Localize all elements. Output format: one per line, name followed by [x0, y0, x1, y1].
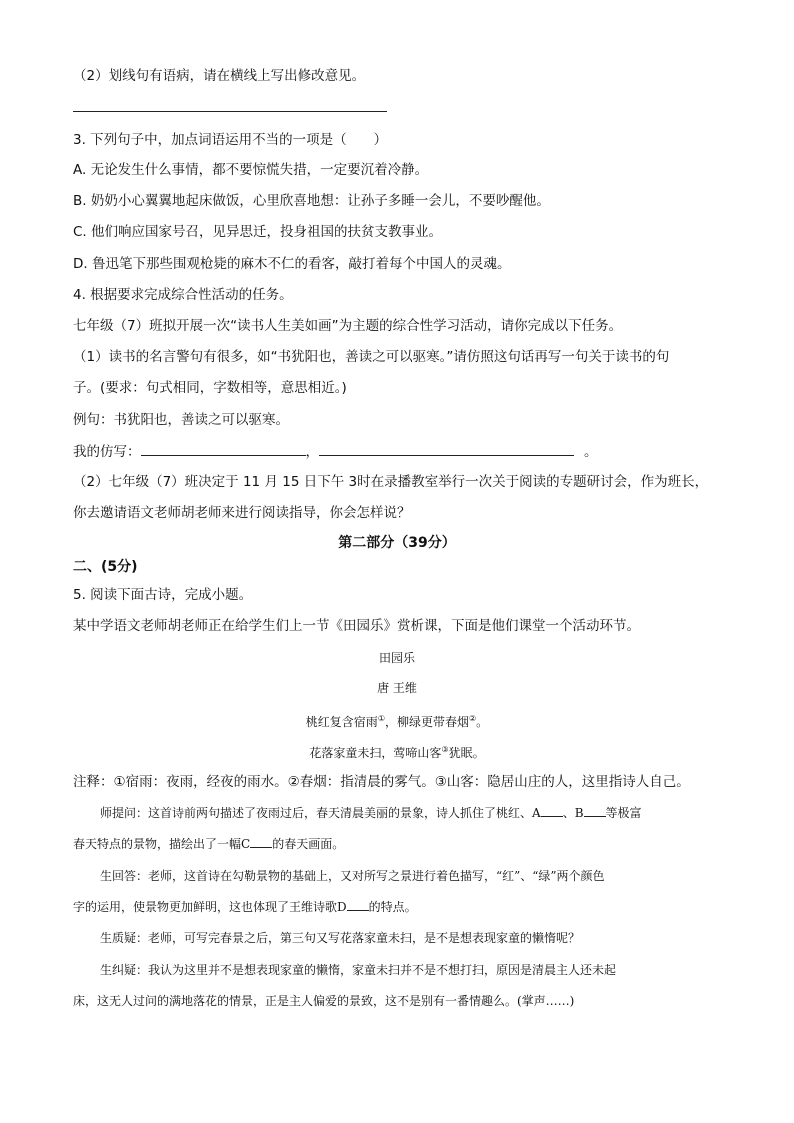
part-2-title: 第二部分（39分）: [338, 535, 456, 551]
option-d: D. 鲁迅笔下那些围观枪毙的麻木不仁的看客，敲打着每个中国人的灵魂。: [73, 256, 511, 272]
question-5-intro: 某中学语文老师胡老师正在给学生们上一节《田园乐》赏析课，下面是他们课堂一个活动环节。: [73, 618, 640, 634]
note-marker-3: ③: [441, 745, 449, 754]
my-imitation-row: [73, 441, 734, 462]
blank-c-label: C: [241, 837, 251, 851]
blank-separator: 、: [562, 806, 575, 820]
imitation-blank-1[interactable]: [141, 441, 306, 456]
poem-line-2: [0, 740, 794, 763]
poem-line-2-a: 花落家童未扫，莺啼山客: [309, 746, 442, 760]
blank-d-label: D: [337, 900, 347, 914]
imitation-period: 。: [584, 444, 598, 460]
student-answer-line1: 生回答：老师，这首诗在勾勒景物的基础上，又对所写之景进行着色描写，“红”、“绿”两个颜色: [100, 869, 605, 883]
teacher-question-line1: [100, 803, 734, 823]
note-marker-1: ①: [377, 714, 385, 723]
blank-b-label: B: [574, 806, 584, 820]
poem-line-1-a: 桃红复含宿雨: [305, 715, 378, 729]
teacher-question-text-d: 的春天画面。: [272, 837, 345, 851]
question-3-stem: 3. 下列句子中，加点词语运用不当的一项是（ ）: [73, 132, 388, 148]
poem-line-1: [0, 709, 794, 732]
student-correction-line1: 生纠疑：我认为这里并不是想表现家童的懒惰，家童未扫并不是不想打扫，原因是清晨主人还未起: [100, 963, 617, 977]
question-4-part1-line2: 子。(要求：句式相同，字数相等，意思相近。): [73, 380, 347, 396]
poem-line-1-c: 。: [476, 715, 489, 729]
blank-a[interactable]: [541, 804, 563, 817]
my-imitation-label: 我的仿写：: [73, 444, 141, 460]
example-sentence: 例句：书犹阳也，善读之可以驱寒。: [73, 412, 289, 428]
student-answer-line2: [73, 897, 734, 917]
blank-d[interactable]: [347, 898, 369, 911]
poem-line-2-b: 犹眠。: [448, 746, 485, 760]
student-answer-text-a: 字的运用，使景物更加鲜明，这也体现了王维诗歌: [73, 900, 338, 914]
teacher-question-text-a: 师提问：这首诗前两句描述了夜雨过后，春天清晨美丽的景象，诗人抓住了桃红、: [100, 806, 533, 820]
section-2-heading: 二、(5分): [73, 559, 138, 575]
student-correction-line2: 床，这无人过问的满地落花的情景，正是主人偏爱的景致，这不是别有一番情趣么。(掌声……): [73, 994, 575, 1008]
option-b: B. 奶奶小心翼翼地起床做饭，心里欣喜地想：让孙子多睡一会儿，不要吵醒他。: [73, 193, 550, 209]
question-4-part2-line1: （2）七年级（7）班决定于 11 月 15 日下午 3时在录播教室举行一次关于阅读的专题研讨会，作为班长，: [73, 474, 709, 490]
student-answer-text-b: 的特点。: [368, 900, 417, 914]
blank-c[interactable]: [250, 835, 272, 848]
teacher-question-line2: [73, 834, 734, 854]
question-4-part1-line1: （1）读书的名言警句有很多，如“书犹阳也，善读之可以驱寒。”请仿照这句话再写一句关于读书的句: [73, 349, 670, 365]
question-4-stem: 4. 根据要求完成综合性活动的任务。: [73, 287, 293, 303]
blank-b[interactable]: [584, 804, 606, 817]
question-5-stem: 5. 阅读下面古诗，完成小题。: [73, 587, 253, 603]
blank-a-label: A: [532, 806, 541, 820]
question-4-intro: 七年级（7）班拟开展一次“读书人生美如画”为主题的综合性学习活动，请你完成以下任务。: [73, 318, 623, 334]
poem-line-1-b: ，柳绿更带春烟: [384, 715, 469, 729]
student-doubt: 生质疑：老师，可写完春景之后，第三句又写花落家童未扫，是不是想表现家童的懒惰呢？: [100, 931, 581, 945]
question-4-part2-line2: 你去邀请语文老师胡老师来进行阅读指导，你会怎样说？: [73, 505, 411, 521]
poem-title: 田园乐: [378, 651, 415, 665]
imitation-blank-2[interactable]: [319, 441, 574, 456]
option-c: C. 他们响应国家号召，见异思迁，投身祖国的扶贫支教事业。: [73, 224, 443, 240]
poem-notes: 注释：①宿雨：夜雨，经夜的雨水。②春烟：指清晨的雾气。③山客：隐居山庄的人，这里指诗人自己。: [73, 774, 690, 790]
teacher-question-text-c: 春天特点的景物，描绘出了一幅: [73, 837, 242, 851]
note-marker-2: ②: [469, 714, 477, 723]
answer-line: [73, 111, 387, 112]
question-2-sub: （2）划线句有语病，请在横线上写出修改意见。: [73, 68, 366, 84]
imitation-comma: ，: [305, 444, 319, 460]
poem-author: 唐 王维: [377, 681, 417, 695]
teacher-question-text-b: 等极富: [605, 806, 642, 820]
option-a: A. 无论发生什么事情，都不要惊慌失措，一定要沉着冷静。: [73, 162, 429, 178]
